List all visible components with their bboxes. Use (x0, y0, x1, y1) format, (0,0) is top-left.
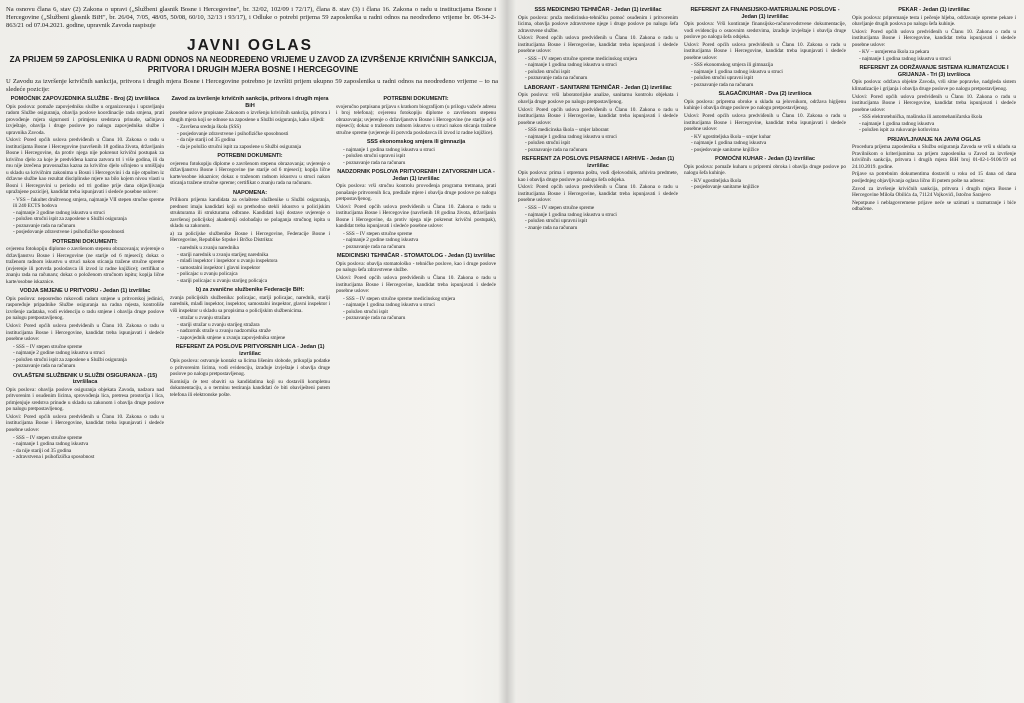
requirement-item: - SSS – IV stepen stručne spreme (525, 205, 678, 212)
section-heading: PRIJAVLJIVANJE NA JAVNI OGLAS (887, 136, 981, 143)
requirements-list (518, 205, 678, 231)
requirement-item: - poznavanje rada na računaru (13, 363, 164, 370)
section-heading: REFERENT ZA FINANSIJSKO-MATERIJALNE POSLOVE - Jedan (1) izvršilac (690, 7, 840, 20)
requirement-item: - položen stručni ispit (525, 69, 678, 76)
section-paragraph: Opis poslova: neposredno rukovodi radom smjene u pritvorskoj jedinici, raspoređuje pripadnike Službe osiguranja na radna mjesta, kontroliše izvršenje zadataka, vodi evidenciju o radu smjene i obavlja druge poslove po nalogu pretpostavljenog. (6, 295, 164, 322)
requirement-item: - poznavanje rada na računaru (525, 75, 678, 82)
requirement-item: - položen stručni upravni ispit (691, 75, 846, 82)
section-heading: NADZORNIK POSLOVA PRITVORENIH I ZATVORENIH LICA - Jedan (1) izvršilac (337, 169, 495, 182)
requirement-item: - SSS – IV stepen stručne spreme medicinskog smjera (525, 56, 678, 63)
section-paragraph: Opis poslova: vrši stručnu kontrolu provođenja programa tretmana, prati ponašanje pritvorenih lica, predlaže mjere i obavlja druge poslove po nalogu pretpostavljenog. (336, 183, 496, 202)
section-paragraph: Opis poslova: pripremanje testa i pečenje hljeba, održavanje opreme pekare i obavljanje drugih poslova po nalogu šefa kuhinje. (852, 14, 1016, 27)
section-heading: LABORANT - SANITARNI TEHNIČAR - Jedan (1) izvršilac (524, 84, 672, 91)
requirement-item: - najmanje 2 godine radnog iskustva (343, 237, 496, 244)
section-heading: POTREBNI DOKUMENTI: (52, 238, 118, 245)
requirement-item: - poznavanje rada na računaru (343, 244, 496, 251)
requirement-item: - najmanje 1 godina radnog iskustva (13, 441, 164, 448)
section-paragraph: Opis poslova: priprema obroke u skladu sa jelovnikom, održava higijenu kuhinje i obavlja druge poslove po nalogu pretpostavljenog. (684, 98, 846, 112)
column-3 (336, 93, 496, 703)
requirement-item: - najmanje 1 godina radnog iskustva u struci (691, 69, 846, 76)
requirement-item: - zdravstvena i psihofizička sposobnost (13, 454, 164, 461)
requirement-item: - poznavanje rada na računaru (343, 315, 496, 322)
section-heading: SSS ekonomskog smjera ili gimnazija (366, 139, 466, 145)
section-paragraph: Uslovi: Pored općih uslova predviđenih u Članu 10. Zakona o radu u institucijama Bosne i Hercegovine, kandidat treba ispunjavati i sledeće posebne uslove: (518, 35, 678, 55)
requirement-item: - SSS – IV stepen stručne spreme medicinskog smjera (343, 296, 496, 303)
requirements-list (684, 134, 846, 154)
section-paragraph: Opis poslova: održava objekte Zavoda, vrši sitne popravke, nadgleda sistem klimatizacije i grijanja i obavlja druge poslove po nalogu pretpostavljenog. (852, 79, 1016, 92)
requirement-item: - najmanje 1 godina radnog iskustva u struci (859, 56, 1016, 63)
section-paragraph: Prilikom prijema kandidata za ovlaštene službenike u Službi osiguranja, prednost imaju kandidati koji su prethodno stekli iskustvo u policijskim strukturama ili strukturama odbrane. Kandidati koji dostave uvjerenje o završenoj policijskoj akademiji oslobađaju se polaganja stručnog ispita u skladu sa zakonom. (170, 197, 330, 230)
section-paragraph: ovjerenu fotokopiju diplome o završenom stepenu obrazovanja; uvjerenje o državljanstvu Bosne i Hercegovine (ne starije od 6 mjeseci); kopija lične karte/osobne iskaznice; dokaz o traženom radnom iskustvu u struci nakon sticanja tražene stručne spreme; certifikat o znanju rada na računaru. (170, 160, 330, 187)
section-paragraph: Uslovi: Pored općih uslova predviđenih u Članu 10. Zakona o radu u institucijama Bosne i Hercegovine (navršenih 18 godina života, državljanin Bosne i Hercegovine, da protiv njega nije pokrenut krivični postupak), kandidat treba ispunjavati i sledeće posebne uslove: (336, 203, 496, 230)
requirement-item: - stariji narednik u zvanju starijeg narednika (177, 252, 330, 259)
announcement-lead: U Zavodu za izvršenje krivičnih sankcija, pritvora i drugih mjera Bosne i Hercegovine potrebno je izvršiti prijem ukupno 59 zaposlenika u radni odnos na neodređeno vrijeme – to na sledeće pozicije: (6, 78, 498, 93)
section-paragraph: Uslovi: Pored općih uslova predviđenih u Članu 10. Zakona o radu u institucijama Bosne i Hercegovine (navršenih 18 godina života, državljanin Bosne i Hercegovine, da protiv njega nije pokrenut krivični postupak za krivično djelo za koje je predviđena kazna zatvora tri i više godina, ili da mu nije izrečena pravosnažna kazna za krivično djelo učinjeno u umišljaju u skladu sa krivičnim zakonima u Bosni i Hercegovini i da nije otpušten iz državne službe kao rezultat disciplinske mjere na bilo kojem nivou vlasti u Bosni i Hercegovini u periodu od tri godine prije dana objavljivanja upražnjene pozicije), kandidat treba ispunjavati i sledeće posebne uslove: (6, 137, 164, 196)
requirement-item: - najmanje 2 godine radnog iskustva u struci (13, 350, 164, 357)
section-paragraph: zvanja policijskih službenika: policajac, stariji policajac, narednik, stariji narednik, mlađi inspektor, inspektor, samostalni inspektor, glavni inspektor i viši inspektor u skladu sa propisima o policijskim službenicima. (170, 294, 330, 314)
section-paragraph: posebne uslove propisane Zakonom o izvršenju krivičnih sankcija, pritvora i drugih mjera koji se odnose na zaposlene u Službi osiguranja, kako slijedi: (170, 110, 330, 123)
requirements-list (6, 344, 164, 370)
section-heading: REFERENT ZA ODRŽAVANJE SISTEMA KLIMATIZACIJE I GRIJANJA - Tri (3) izvršioca (859, 65, 1009, 78)
requirement-item: - najmanje 1 godina radnog iskustva u struci (525, 212, 678, 219)
requirement-item: - nadzornik straže u zvanju nadzornika straže (177, 328, 330, 335)
requirement-item: - najmanje 3 godine radnog iskustva u struci (13, 210, 164, 217)
requirement-item: - stariji stražar u zvanju starijeg stražara (177, 322, 330, 329)
section-heading: MEDICINSKI TEHNIČAR - STOMATOLOG - Jedan (1) izvršilac (336, 253, 496, 260)
requirements-list (684, 178, 846, 191)
requirement-item: - mlađi inspektor i inspektor u zvanju inspektora (177, 258, 330, 265)
requirements-list (336, 231, 496, 251)
requirement-item: - KV ugostiteljska škola (691, 178, 846, 185)
requirement-item: - položen stručni ispit (525, 140, 678, 147)
section-paragraph: Opis poslova: prima i otprema poštu, vodi djelovodnik, arhivira predmete, kao i obavlja druge poslove po nalogu šefa odsjeka. (518, 170, 678, 183)
requirement-item: - poznavanje rada na računaru (13, 223, 164, 230)
section-heading: PEKAR - Jedan (1) izvršilac (898, 7, 970, 13)
announcement-subtitle: ZA PRIJEM 59 ZAPOSLENIKA U RADNI ODNOS NA NEODREĐENO VRIJEME U ZAVOD ZA IZVRŠENJE KRIVIČNIH SANKCIJA, PRITVORA I DRUGIH MJERA BOSNE I HERCEGOVINE (9, 55, 497, 74)
section-paragraph: Nepotpune i neblagovremene prijave neće se uzimati u razmatranje i biće odbačene. (852, 199, 1016, 213)
requirements-list (852, 114, 1016, 134)
section-paragraph: Uslovi: Pored općih uslova predviđenih u Članu 10. Zakona o radu u institucijama Bosne i Hercegovine, kandidat treba ispunjavati i sledeće posebne uslove: (852, 93, 1016, 113)
requirements-list (170, 245, 330, 284)
section-heading: POMOĆNIK ZAPOVJEDNIKA SLUŽBE - Broj (2) izvršilaca (10, 96, 160, 102)
requirement-item: - položen stručni ispit (343, 309, 496, 316)
requirement-item: - najmanje 1 godina radnog iskustva u struci (525, 134, 678, 141)
section-paragraph: Opis poslova: Vrši kontiranje finansijsko-računovodstvene dokumentacije, vodi evidenciju o osnovnim sredstvima, izrađuje izvještaje i obavlja druge poslove po nalogu šefa odsjeka. (684, 21, 846, 40)
section-heading: SSS MEDICINSKI TEHNIČAR - Jedan (1) izvršilac (534, 7, 662, 13)
requirement-item: - stariji policajac u zvanju starijeg policajca (177, 278, 330, 285)
section-heading: VODJA SMJENE U PRITVORU - Jedan (1) izvršilac (19, 288, 151, 295)
requirement-item: - da nije stariji od 35 godina (13, 448, 164, 455)
requirement-item: - položen stručni upravni ispit (343, 153, 496, 160)
column-4 (518, 4, 678, 703)
section-heading: REFERENT ZA POSLOVE PISARNICE I ARHIVE - Jedan (1) izvršilac (521, 156, 675, 169)
requirement-item: - posjedovanje sanitarne knjižice (691, 147, 846, 154)
section-paragraph: Komisija će test obaviti sa kandidatima koji su dostavili kompletnu dokumentaciju, a o terminu testiranja kandidati će biti obaviješteni putem telefona ili elektronske pošte. (170, 378, 330, 398)
requirements-list (170, 124, 330, 150)
section-paragraph: Opis poslova: obavlja stomatološko - tehničke poslove, kao i druge poslove po nalogu šefa zdravstvene službe. (336, 260, 496, 274)
requirement-item: - položen stručni ispit za zaposlene u Službi osiguranja (13, 357, 164, 364)
section-heading: OVLAŠTENI SLUŽBENIK U SLUŽBI OSIGURANJA - (15) izvršilaca (12, 372, 158, 386)
section-heading: Zavod za izvršenje krivičnih sankcija, pritvora i drugih mjera BiH (171, 96, 329, 109)
section-paragraph: Opis poslova: obavlja poslove osiguranja objekata Zavoda, nadzora nad pritvorenim i osuđenim licima, sprovođenja lica, pretresa prostorija i lica, primjenjuje sredstva prinude u skladu sa zakonom i obavlja druge poslove po nalogu pretpostavljenog. (6, 386, 164, 413)
section-paragraph: Uslovi: Pored općih uslova predviđenih u Članu 10. Zakona o radu u institucijama Bosne i Hercegovine, kandidat treba ispunjavati i sledeće posebne uslove: (684, 41, 846, 61)
requirement-item: - VSS – fakultet društvenog smjera, najmanje VII stepen stručne spreme ili 240 ECTS bodova (13, 197, 164, 210)
requirement-item: - poznavanje rada na računaru (525, 147, 678, 154)
requirement-item: - poznavanje rada na računaru (691, 82, 846, 89)
section-paragraph: Opis poslova: pomaže kuharu u pripremi obroka i obavlja druge poslove po nalogu šefa kuhinje. (684, 163, 846, 177)
requirements-list (518, 127, 678, 153)
requirements-list (336, 296, 496, 322)
section-heading: POTREBNI DOKUMENTI: (217, 153, 283, 160)
section-heading: SLAGAČ/KUHAR - Dva (2) izvršioca (718, 91, 812, 98)
announcement-title: JAVNI OGLAS (187, 37, 313, 54)
column-6 (852, 4, 1016, 703)
requirement-item: - najmanje 1 godina radnog iskustva u struci (343, 302, 496, 309)
requirement-item: - Završena srednja škola (SSS) (177, 124, 330, 131)
requirement-item: - najmanje 1 godina radnog iskustva u struci (525, 62, 678, 69)
requirements-list (684, 62, 846, 88)
left-page (0, 0, 505, 703)
requirement-item: - KV – usmjerena škola za pekara (859, 49, 1016, 56)
section-paragraph: Uslovi: Pored općih uslova predviđenih u Članu 10. Zakona o radu u institucijama Bosne i Hercegovine, kandidat treba ispunjavati i sledeće posebne uslove: (684, 113, 846, 133)
requirements-list (852, 49, 1016, 62)
requirement-item: - najmanje 1 godina radnog iskustva (859, 121, 1016, 128)
section-heading: NAPOMENA: (232, 189, 268, 196)
column-5 (684, 4, 846, 703)
requirement-item: - SSS elektrotehnička, mašinska ili automehaničarska škola (859, 114, 1016, 121)
intro-legal-basis: Na osnovu člana 6, stav (2) Zakona o upravi („Službeni glasnik Bosne i Hercegovine", br. 32/02, 102/09 i 72/17), člana 8. stav (3) i člana 16. Zakona o radu u institucijama Bosne i Hercegovine („Službeni glasnik BiH", br. 26/04, 7/05, 48/05, 50/08, 60/10, 32/13 i 93/17), i Odluke o potrebi prijema 59 zaposlenika u radni odnos na neodređeno vrijeme br. 06-34-2-863/21 od 07.04.2021. godine, upravnik Zavoda raspisuje (6, 6, 496, 29)
section-paragraph: Zavod za izvršenje krivičnih sankcija, pritvora i drugih mjera Bosne i Hercegovine Miloša Obilića 4a, 71124 Vojkovići, Istočno Sarajevo (852, 185, 1016, 199)
section-paragraph: Opis poslova: pruža medicinsko-tehničku pomoć osuđenim i pritvorenim licima, obavlja poslove zdravstvene njege i druge poslove po nalogu šefa zdravstvene službe. (518, 14, 678, 34)
section-paragraph: a) za policijske službenike Bosne i Hercegovine, Federacije Bosne i Hercegovine, Republike Srpske i Brčko Distrikta: (170, 230, 330, 244)
requirement-item: - SSS – IV stepen stručne spreme (343, 231, 496, 238)
requirement-item: - posjedovanje sanitarne knjižice (691, 184, 846, 191)
requirement-item: - položen ispit za rukovanje kotlovima (859, 127, 1016, 134)
section-paragraph: Opis poslova: ostvaruje kontakt sa licima lišenim slobode, prikuplja podatke o pritvorenim licima, vodi evidenciju, izrađuje izvještaje i obavlja druge poslove po nalogu pretpostavljenog. (170, 358, 330, 378)
requirement-item: - samostalni inspektor i glavni inspektor (177, 265, 330, 272)
requirement-item: - položen stručni ispit za zaposlene u Službi osiguranja (13, 216, 164, 223)
section-heading: POMOĆNI KUHAR - Jedan (1) izvršilac (715, 156, 815, 163)
requirements-list (170, 315, 330, 341)
requirements-list (518, 56, 678, 82)
requirement-item: - policajac u zvanju policajca (177, 271, 330, 278)
section-paragraph: Opis poslova: vrši laboratorijske analize, sanitarnu kontrolu objekata i obavlja druge poslove po nalogu pretpostavljenog. (518, 92, 678, 105)
column-1 (6, 93, 164, 703)
requirement-item: - posjedovanje zdravstvene i psihofizičke sposobnosti (177, 131, 330, 138)
requirements-list (6, 197, 164, 236)
requirement-item: - narednik u zvanju narednika (177, 245, 330, 252)
section-heading: POTREBNI DOKUMENTI: (383, 96, 449, 102)
right-page (510, 0, 1024, 703)
section-paragraph: Uslovi: Pored općih uslova predviđenih u Članu 10. Zakona o radu u institucijama Bosne i Hercegovine, kandidat treba ispunjavati i sledeće posebne uslove: (518, 106, 678, 126)
section-paragraph: Uslovi: Pored općih uslova predviđenih u Članu 10. Zakona o radu u institucijama Bosne i Hercegovine, kandidat treba ispunjavati i sledeće posebne uslove: (336, 275, 496, 295)
section-paragraph: Uslovi: Pored općih uslova predviđenih u Članu 10. Zakona o radu u institucijama Bosne i Hercegovine, kandidat treba ispunjavati i sledeće posebne uslove: (6, 413, 164, 433)
section-heading: REFERENT ZA POSLOVE PRITVORENIH LICA - Jedan (1) izvršilac (175, 344, 325, 357)
requirement-item: - SSS – IV stepen stručne spreme (13, 344, 164, 351)
section-paragraph: Prijave sa potrebnim dokumentima dostaviti u roku od 15 dana od dana posljednjeg objavljivanja oglasa lično ili putem pošte na adresu: (852, 171, 1016, 184)
requirement-item: - najmanje 1 godina radnog iskustva (691, 140, 846, 147)
requirement-item: - SSS medicinska škola – smjer laborant (525, 127, 678, 134)
requirement-item: - da nije stariji od 35 godina (177, 137, 330, 144)
requirement-item: - položen stručni upravni ispit (525, 218, 678, 225)
requirement-item: - najmanje 1 godina radnog iskustva u struci (343, 147, 496, 154)
requirement-item: - znanje rada na računaru (525, 225, 678, 232)
section-paragraph: Uslovi: Pored općih uslova predviđenih u Članu 10. Zakona o radu u institucijama Bosne i Hercegovine, kandidat treba ispunjavati i sledeće posebne uslove: (518, 184, 678, 204)
requirement-item: - zapovjednik smjene u zvanju zapovjednika smjene (177, 335, 330, 342)
requirement-item: - SSS ekonomskog smjera ili gimnazija (691, 62, 846, 69)
requirement-item: - posjedovanje zdravstvene i psihofizičke sposobnosti (13, 229, 164, 236)
section-paragraph: Uslovi: Pored općih uslova predviđenih u Članu 10. Zakona o radu u institucijama Bosne i Hercegovine, kandidat treba ispunjavati i sledeće posebne uslove: (852, 28, 1016, 48)
requirements-list (336, 147, 496, 167)
section-paragraph: svojeručno potpisanu prijavu s kratkom biografijom (u prilogu važeće adresu i broj telefona); ovjerenu fotokopiju diplome o završenom stepenu obrazovanja; uvjerenje o državljanstvu Bosne i Hercegovine (ne starije od 6 mjeseci); dokaz o traženom radnom iskustvu u struci nakon sticanja tražene stručne spreme (uvjerenje ili potvrda poslodavca ili izvod iz radne knjižice). (336, 103, 496, 136)
requirement-item: - SSS – IV stepen stručne spreme (13, 435, 164, 442)
section-paragraph: Procedura prijema zaposlenika u Službu osiguranja Zavoda se vrši u skladu sa Pravilnikom o kriterijumima za prijem zaposlenika u Zavod za izvršenje krivičnih sankcija, pritvora i drugih mjera BiH broj 01-02-1-9106/19 od 24.10.2019. godine. (852, 144, 1016, 170)
section-paragraph: Uslovi: Pored općih uslova predviđenih u Članu 10. Zakona o radu u institucijama Bosne i Hercegovine, kandidat treba ispunjavati i sledeće posebne uslove: (6, 323, 164, 343)
requirements-list (6, 435, 164, 461)
requirement-item: - KV ugostiteljska škola – smjer kuhar (691, 134, 846, 141)
requirement-item: - stražar u zvanju stražara (177, 315, 330, 322)
requirement-item: - da je položio stručni ispit za zaposlene u Službi osiguranja (177, 144, 330, 151)
section-paragraph: Opis poslova: pomaže zapovjedniku službe u organizovanju i upravljanju radom Službe osiguranja, obavlja poslove koordinacije rada smjena, prati provođenje mjera sigurnosti i primjenu sredstava prinude, sačinjava izvještaje, obavlja i druge poslove po nalogu zapovjednika službe i upravnika Zavoda. (6, 103, 164, 136)
section-paragraph: ovjerenu fotokopiju diplome o završenom stepenu obrazovanja; uvjerenje o državljanstvu Bosne i Hercegovine (ne starije od 6 mjeseci); dokaz o traženom radnom iskustvu u struci nakon sticanja tražene stručne spreme (uvjerenje ili potvrda poslodavca ili izvod iz radne knjižice); certifikat o znanju rada na računaru; dokaz o položenom stručnom ispitu; kopija lične karte/osobne iskaznice. (6, 246, 164, 285)
section-heading: b) za zvanične službenike Federacije BiH: (195, 287, 305, 294)
requirement-item: - poznavanje rada na računaru (343, 160, 496, 167)
column-2 (170, 93, 330, 703)
